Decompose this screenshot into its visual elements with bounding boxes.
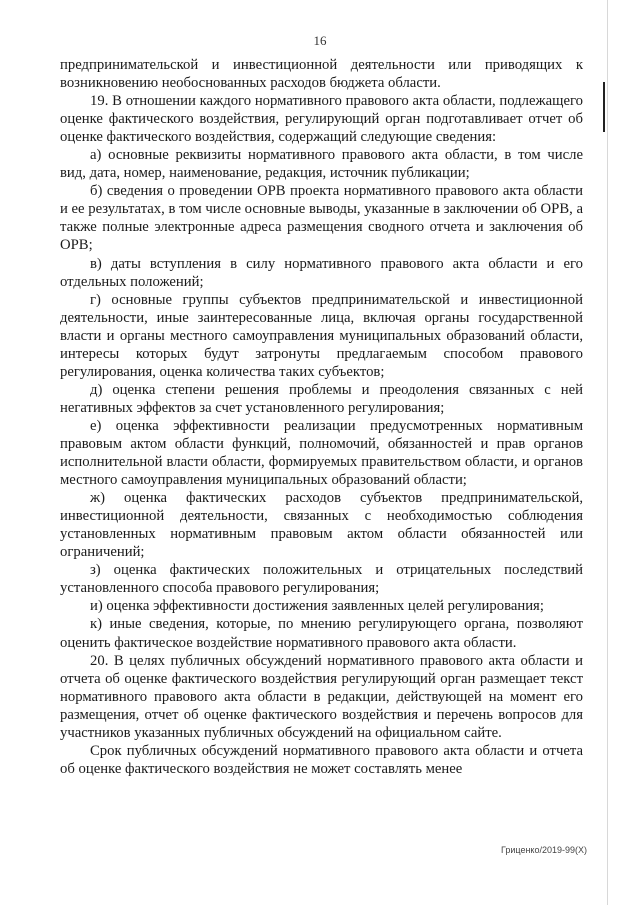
paragraph-continuation: предпринимательской и инвестиционной деятельности или приводящих к возникновению необоснованных расходов бюджета области. bbox=[60, 57, 583, 92]
item-i: и) оценка эффективности достижения заявленных целей регулирования; bbox=[90, 598, 544, 615]
scan-edge-line bbox=[607, 0, 608, 905]
item-a: а) основные реквизиты нормативного правового акта области, в том числе вид, дата, номер, наименование, редакция, источник публикации; bbox=[60, 147, 583, 182]
item-g: г) основные группы субъектов предпринимательской и инвестиционной деятельности, иные заинтересованные лица, включая органы государственной власти и органы местного самоуправления муниципальных образований области, интересы которых будут затронуты предлагаемым способом правового регулирования, оценка количества таких субъектов; bbox=[60, 291, 583, 380]
document-body bbox=[60, 56, 583, 778]
paragraph-20: 20. В целях публичных обсуждений нормативного правового акта области и отчета об оценке фактического воздействия регулирующий орган размещает текст нормативного правового акта области в редакции, действующей на момент его размещения, отчет об оценке фактического воздействия и перечень вопросов для участников указанных публичных обсуждений на официальном сайте. bbox=[60, 652, 583, 741]
page-number: 16 bbox=[313, 33, 327, 48]
paragraph-19: 19. В отношении каждого нормативного правового акта области, подлежащего оценке фактического воздействия, регулирующий орган подготавливает отчет об оценке фактического воздействия, содержащий следующие сведения: bbox=[60, 93, 583, 146]
item-e: е) оценка эффективности реализации предусмотренных нормативным правовым актом области функций, полномочий, обязанностей и прав органов исполнительной власти области, формируемых правительством области, и органов местного самоуправления муниципальных образований области; bbox=[60, 417, 583, 489]
item-b: б) сведения о проведении ОРВ проекта нормативного правового акта области и ее результатах, в том числе основные выводы, указанные в заключении об ОРВ, а также полные электронные адреса размещения сводного отчета и заключения об ОРВ; bbox=[60, 183, 583, 254]
document-code: Гриценко/2019-99(Х) bbox=[500, 845, 587, 855]
paragraph-deadline: Срок публичных обсуждений нормативного правового акта области и отчета об оценке фактического воздействия не может составлять менее bbox=[60, 742, 583, 777]
item-k: к) иные сведения, которые, по мнению регулирующего органа, позволяют оценить фактическое воздействие нормативного правового акта области. bbox=[60, 616, 583, 651]
item-zh: ж) оценка фактических расходов субъектов предпринимательской, инвестиционной деятельности, связанных с необходимостью соблюдения установленных нормативным правовым актом области обязанностей или ограничений; bbox=[60, 490, 583, 561]
item-z: з) оценка фактических положительных и отрицательных последствий установленного способа правового регулирования; bbox=[60, 562, 583, 597]
margin-mark bbox=[603, 82, 605, 132]
item-d: д) оценка степени решения проблемы и преодоления связанных с ней негативных эффектов за счет установленного регулирования; bbox=[60, 381, 583, 416]
item-v: в) даты вступления в силу нормативного правового акта области и его отдельных положений; bbox=[60, 255, 583, 290]
